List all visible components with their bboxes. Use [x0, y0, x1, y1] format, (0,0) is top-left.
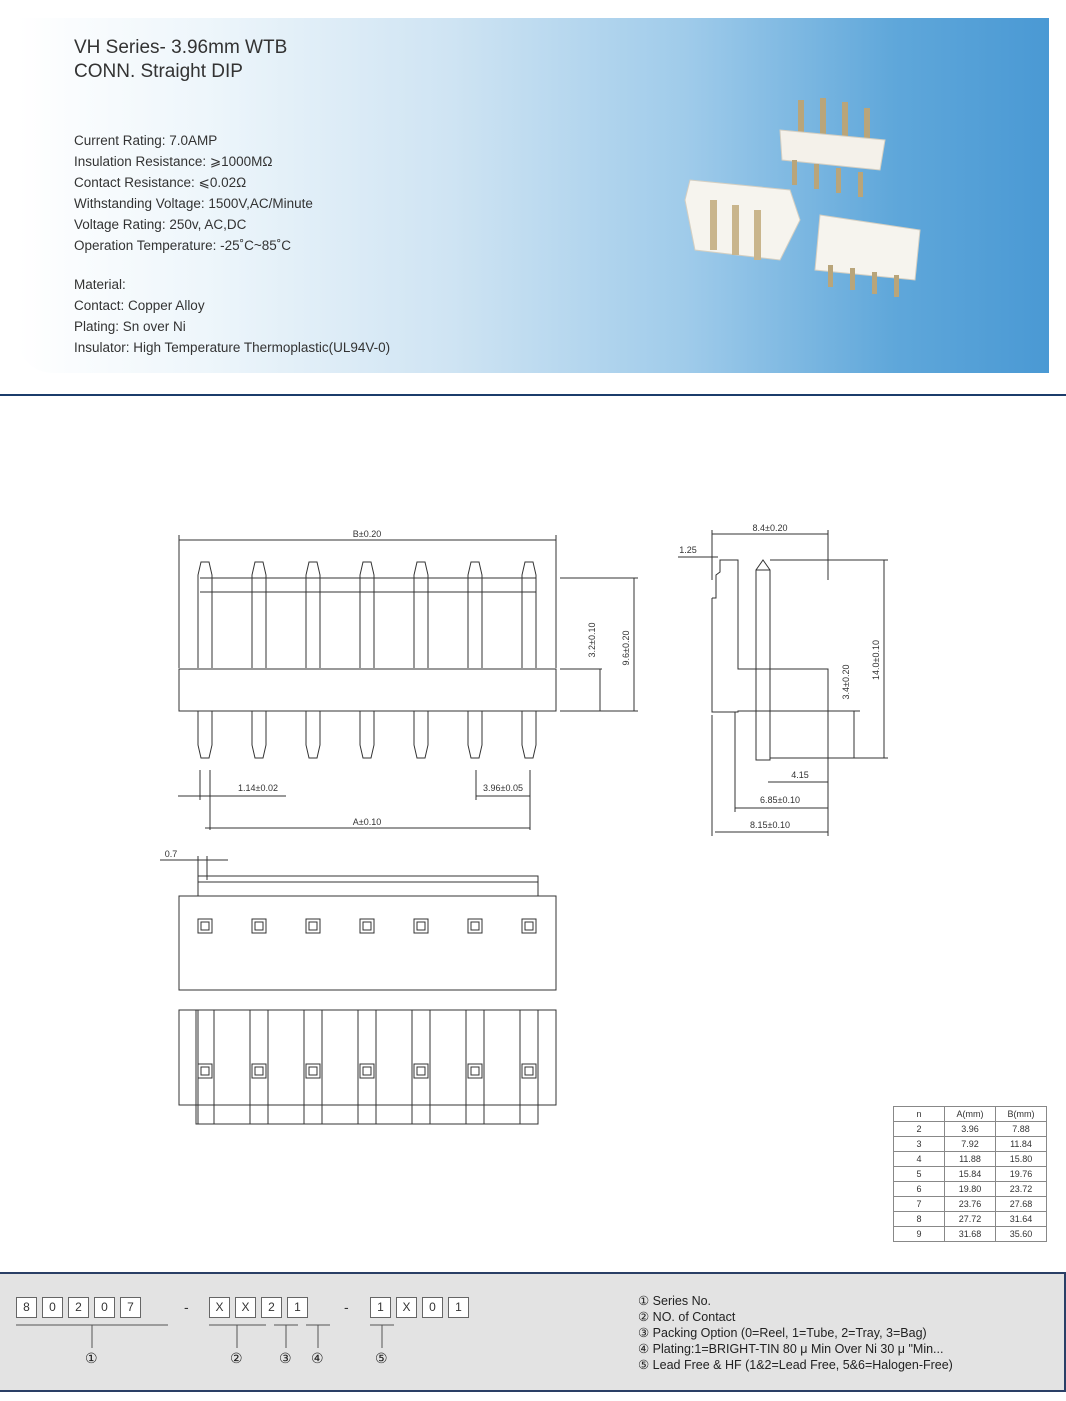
pn-marker-3: ③	[279, 1350, 292, 1366]
pin-square-inner	[525, 922, 533, 930]
pin-square	[306, 919, 320, 933]
table-header: n	[894, 1107, 945, 1122]
pin-bottom	[198, 711, 212, 758]
pn-digit: 8	[16, 1297, 37, 1318]
pn-marker-4: ④	[311, 1350, 324, 1366]
pin-square	[468, 919, 482, 933]
material-heading: Material:	[74, 277, 126, 292]
pn-digit: X	[396, 1297, 417, 1318]
pin-square-inner	[201, 1067, 209, 1075]
dim-3-4: 3.4±0.20	[841, 664, 851, 700]
dim-8-4: 8.4±0.20	[752, 523, 788, 533]
table-cell: 23.72	[996, 1182, 1047, 1197]
spec-withstanding: Withstanding Voltage: 1500V,AC/Minute	[74, 196, 313, 211]
pin-square	[414, 919, 428, 933]
pin-square-inner	[255, 1067, 263, 1075]
pin-bottom	[306, 711, 320, 758]
table-header: B(mm)	[996, 1107, 1047, 1122]
table-cell: 31.68	[945, 1227, 996, 1242]
dim-pin-width: 1.14±0.02	[238, 783, 278, 793]
legend-item: ② NO. of Contact	[638, 1310, 736, 1324]
legend-item: ① Series No.	[638, 1294, 712, 1308]
table-cell: 19.76	[996, 1167, 1047, 1182]
dim-4-15: 4.15	[791, 770, 809, 780]
table-cell: 9	[894, 1227, 945, 1242]
table-cell: 11.84	[996, 1137, 1047, 1152]
pn-bracket-lines	[0, 1320, 420, 1350]
pin-square	[522, 919, 536, 933]
pin-square-inner	[201, 922, 209, 930]
pn-digit: 2	[68, 1297, 89, 1318]
pn-separator: -	[184, 1299, 189, 1315]
front-view	[178, 529, 638, 830]
legend-item: ③ Packing Option (0=Reel, 1=Tube, 2=Tray, 3=Bag)	[638, 1326, 927, 1340]
dim-0-7: 0.7	[164, 849, 178, 859]
pn-digit: 1	[287, 1297, 308, 1318]
table-row	[894, 1122, 1047, 1137]
pin-square	[252, 1064, 266, 1078]
table-cell: 7.88	[996, 1122, 1047, 1137]
pn-group-1	[16, 1297, 146, 1320]
pn-digit: 0	[42, 1297, 63, 1318]
pin-square-inner	[309, 1067, 317, 1075]
table-cell: 15.80	[996, 1152, 1047, 1167]
material-contact: Contact: Copper Alloy	[74, 298, 205, 313]
table-cell: 19.80	[945, 1182, 996, 1197]
spec-contact-resistance: Contact Resistance: ⩽0.02Ω	[74, 175, 247, 190]
table-cell: 23.76	[945, 1197, 996, 1212]
dim-3-2: 3.2±0.10	[587, 622, 597, 658]
pin-square-inner	[309, 922, 317, 930]
spec-temperature: Operation Temperature: -25˚C~85˚C	[74, 238, 291, 253]
material-insulator: Insulator: High Temperature Thermoplastic(UL94V-0)	[74, 340, 391, 355]
table-cell: 8	[894, 1212, 945, 1227]
pin-square	[522, 1064, 536, 1078]
pn-digit: 0	[422, 1297, 443, 1318]
dimension-table	[893, 1106, 1047, 1242]
spec-insulation: Insulation Resistance: ⩾1000MΩ	[74, 154, 273, 169]
pn-digit: X	[209, 1297, 230, 1318]
dim-a: A±0.10	[352, 817, 382, 827]
table-cell: 27.68	[996, 1197, 1047, 1212]
table-cell: 4	[894, 1152, 945, 1167]
pn-marker-1: ①	[85, 1350, 98, 1366]
pn-digit: X	[235, 1297, 256, 1318]
side-view	[678, 523, 888, 836]
pin-square	[198, 1064, 212, 1078]
table-cell: 3	[894, 1137, 945, 1152]
pin-square-inner	[417, 1067, 425, 1075]
pin-square-inner	[417, 922, 425, 930]
pin-bottom	[252, 711, 266, 758]
bottom-view	[179, 1010, 556, 1124]
pin-square	[360, 919, 374, 933]
spec-voltage: Voltage Rating: 250v, AC,DC	[74, 217, 247, 232]
pin-square-inner	[255, 922, 263, 930]
pn-separator: -	[344, 1299, 349, 1315]
table-cell: 15.84	[945, 1167, 996, 1182]
table-cell: 35.60	[996, 1227, 1047, 1242]
pn-digit: 1	[370, 1297, 391, 1318]
pin-square-inner	[471, 922, 479, 930]
pin-square-inner	[525, 1067, 533, 1075]
table-cell: 3.96	[945, 1122, 996, 1137]
pin-bottom	[414, 711, 428, 758]
pn-digit: 1	[448, 1297, 469, 1318]
pn-group-2	[209, 1297, 313, 1320]
table-cell: 7	[894, 1197, 945, 1212]
pn-digit: 2	[261, 1297, 282, 1318]
pin-bottom	[360, 711, 374, 758]
table-row	[894, 1197, 1047, 1212]
spec-current: Current Rating: 7.0AMP	[74, 133, 218, 148]
material-plating: Plating: Sn over Ni	[74, 319, 186, 334]
title-line-2: CONN. Straight DIP	[74, 61, 243, 82]
table-cell: 27.72	[945, 1212, 996, 1227]
pn-group-3	[370, 1297, 474, 1320]
pin-bottom	[468, 711, 482, 758]
table-cell: 5	[894, 1167, 945, 1182]
dim-8-15: 8.15±0.10	[750, 820, 790, 830]
pn-digit: 7	[120, 1297, 141, 1318]
table-row	[894, 1227, 1047, 1242]
dim-6-85: 6.85±0.10	[760, 795, 800, 805]
pin-square-inner	[363, 1067, 371, 1075]
legend-item: ⑤ Lead Free & HF (1&2=Lead Free, 5&6=Halogen-Free)	[638, 1358, 953, 1372]
pin-square	[360, 1064, 374, 1078]
part-number-legend	[638, 1293, 953, 1373]
pn-marker-2: ②	[230, 1350, 243, 1366]
dim-1-25: 1.25	[679, 545, 697, 555]
pn-digit: 0	[94, 1297, 115, 1318]
pin-bottom	[522, 711, 536, 758]
table-row	[894, 1182, 1047, 1197]
table-cell: 11.88	[945, 1152, 996, 1167]
table-row	[894, 1137, 1047, 1152]
legend-item: ④ Plating:1=BRIGHT-TIN 80 μ Min Over Ni 30 μ "Min...	[638, 1342, 944, 1356]
table-row	[894, 1167, 1047, 1182]
pin-square	[198, 919, 212, 933]
pin-square	[252, 919, 266, 933]
table-header-row	[894, 1107, 1047, 1122]
pin-square	[306, 1064, 320, 1078]
dim-pitch: 3.96±0.05	[483, 783, 523, 793]
table-row	[894, 1152, 1047, 1167]
top-view	[160, 849, 556, 990]
table-cell: 7.92	[945, 1137, 996, 1152]
table-row	[894, 1212, 1047, 1227]
dim-b: B±0.20	[352, 529, 382, 539]
pin-square	[414, 1064, 428, 1078]
dim-9-6: 9.6±0.20	[621, 630, 631, 666]
pin-square-inner	[363, 922, 371, 930]
dim-14-0: 14.0±0.10	[871, 640, 881, 680]
pin-square-inner	[471, 1067, 479, 1075]
pn-marker-5: ⑤	[375, 1350, 388, 1366]
table-cell: 6	[894, 1182, 945, 1197]
table-cell: 31.64	[996, 1212, 1047, 1227]
table-cell: 2	[894, 1122, 945, 1137]
pin-square	[468, 1064, 482, 1078]
title-line-1: VH Series- 3.96mm WTB	[74, 37, 288, 58]
table-header: A(mm)	[945, 1107, 996, 1122]
